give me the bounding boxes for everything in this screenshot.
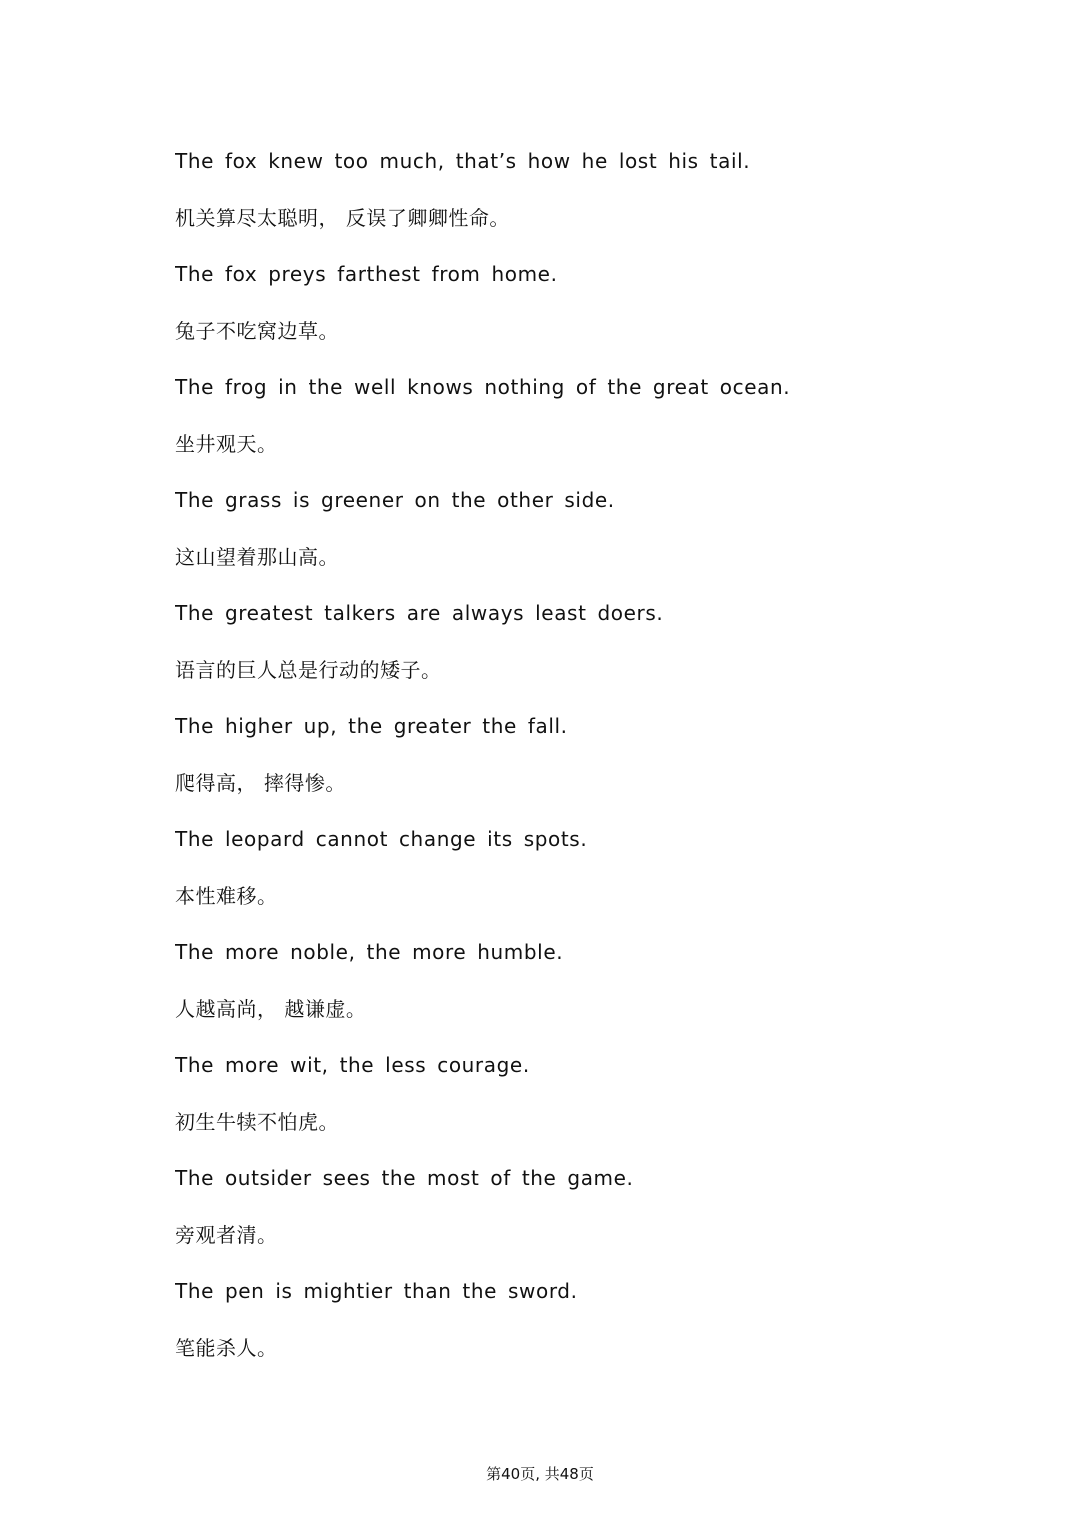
proverb-english: The pen is mightier than the sword.: [175, 1279, 578, 1303]
proverb-list: [175, 140, 935, 1383]
proverb-chinese: 旁观者清。: [175, 1222, 278, 1247]
proverb-english: The more noble, the more humble.: [175, 940, 564, 964]
proverb-chinese: 爬得高， 摔得惨。: [175, 770, 346, 795]
proverb-chinese: 兔子不吃窝边草。: [175, 318, 339, 343]
proverb-chinese: 语言的巨人总是行动的矮子。: [175, 657, 442, 682]
proverb-english: The leopard cannot change its spots.: [175, 827, 588, 851]
proverb-chinese: 这山望着那山高。: [175, 544, 339, 569]
proverb-english: The fox knew too much, that’s how he lost his tail.: [175, 149, 751, 173]
proverb-chinese: 坐井观天。: [175, 431, 278, 456]
proverb-english: The greatest talkers are always least doers.: [175, 601, 664, 625]
page-number: 第40页, 共48页: [486, 1465, 594, 1483]
proverb-chinese: 本性难移。: [175, 883, 278, 908]
proverb-chinese: 初生牛犊不怕虎。: [175, 1109, 339, 1134]
proverb-english: The fox preys farthest from home.: [175, 262, 558, 286]
proverb-english: The frog in the well knows nothing of the great ocean.: [175, 375, 791, 399]
proverb-chinese: 机关算尽太聪明， 反误了卿卿性命。: [175, 205, 510, 230]
proverb-chinese: 人越高尚， 越谦虚。: [175, 996, 367, 1021]
proverb-english: The more wit, the less courage.: [175, 1053, 530, 1077]
proverb-english: The outsider sees the most of the game.: [175, 1166, 634, 1190]
proverb-chinese: 笔能杀人。: [175, 1335, 278, 1360]
proverb-english: The higher up, the greater the fall.: [175, 714, 568, 738]
proverb-english: The grass is greener on the other side.: [175, 488, 615, 512]
